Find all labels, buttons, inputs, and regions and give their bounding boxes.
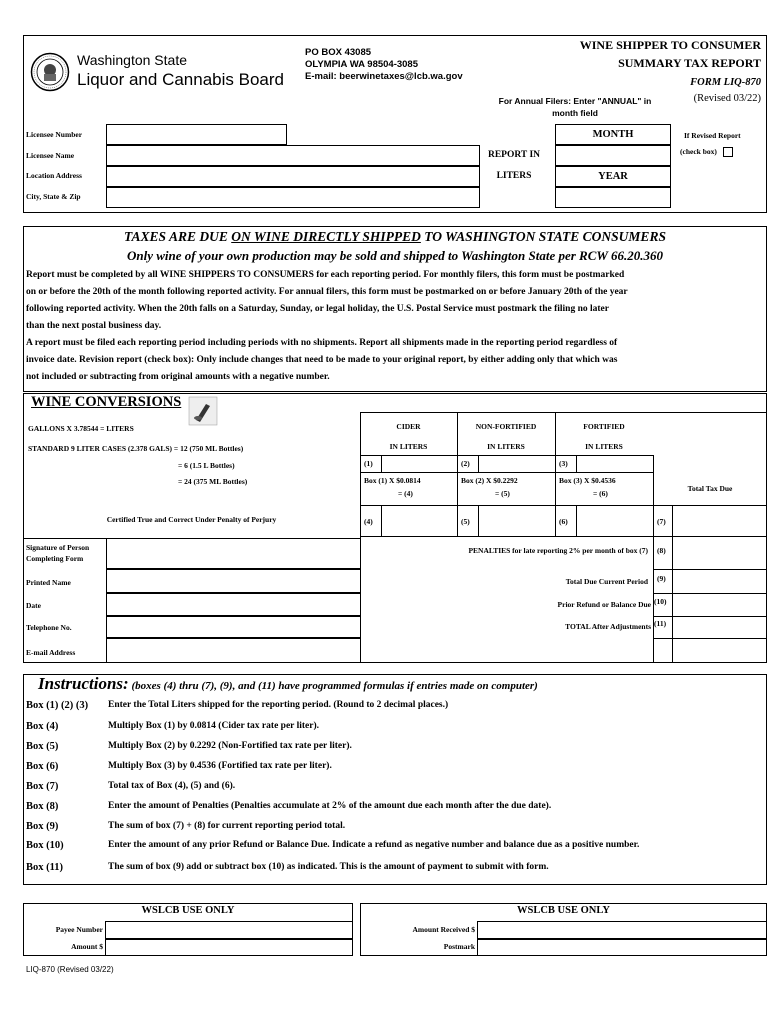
instruction-box-label: Box (8) — [26, 801, 59, 812]
licensee-name-label: Licensee Name — [26, 151, 75, 160]
box6-field[interactable] — [577, 506, 652, 535]
prior-refund-label: Prior Refund or Balance Due — [557, 600, 651, 609]
instruction-text: The sum of box (7) + (8) for current reporting period total. — [108, 821, 346, 831]
city-state-zip-label: City, State & Zip — [26, 192, 81, 201]
notice-paragraph-1 — [26, 267, 766, 386]
payee-number-field[interactable] — [105, 921, 353, 939]
email-line: E-mail: beerwinetaxes@lcb.wa.gov — [305, 71, 463, 82]
report-in-label: REPORT IN — [487, 150, 540, 160]
box11-label: (11) — [654, 619, 667, 628]
signature-label-1: Signature of Person — [26, 543, 90, 552]
revised-checkbox[interactable] — [723, 147, 733, 157]
notice-line: invoice date. Revision report (check box): Only include changes that need to be made to your original report, by either adding only that which was — [26, 355, 618, 365]
notice-line: A report must be filed each reporting period including periods with no shipments. Report all shipments made in the reporting period regardless of — [26, 338, 618, 348]
licensee-name-field[interactable] — [106, 145, 480, 166]
penalties-label: PENALTIES for late reporting 2% per month of box (7) — [468, 546, 648, 555]
amount-field[interactable] — [105, 939, 353, 956]
calc-box4-line1: Box (1) X $0.0814 — [364, 476, 421, 485]
box4-label: (4) — [364, 517, 373, 526]
instruction-box-label: Box (11) — [26, 862, 64, 873]
footer-form-revision: LIQ-870 (Revised 03/22) — [26, 965, 114, 974]
conversion-line-2: STANDARD 9 LITER CASES (2.378 GALS) = 12 (750 ML Bottles) — [28, 444, 244, 453]
email-address-label: E-mail Address — [26, 648, 76, 657]
wine-bottle-icon — [188, 396, 218, 426]
wslcb-left-title: WSLCB USE ONLY — [141, 905, 235, 916]
calc-box5-line2: = (5) — [495, 489, 510, 498]
instructions-subtitle: (boxes (4) thru (7), (9), and (11) have programmed formulas if entries made on computer) — [128, 680, 538, 692]
telephone-field[interactable] — [106, 616, 361, 638]
instructions-heading — [38, 674, 538, 694]
cider-header: CIDER — [396, 422, 421, 431]
amount-received-label: Amount Received $ — [412, 925, 475, 934]
date-label: Date — [26, 601, 41, 610]
box5-label: (5) — [461, 517, 470, 526]
box9-field[interactable] — [673, 570, 766, 592]
notice-heading-pre: TAXES ARE DUE — [124, 229, 232, 244]
annual-filer-note-2: month field — [552, 108, 598, 118]
notice-subheading: Only wine of your own production may be sold and shipped to Washington State per RCW 66.20.360 — [127, 248, 663, 263]
box1-label: (1) — [364, 459, 373, 468]
notice-line: following reported activity. When the 20th falls on a Saturday, Sunday, or legal holiday, the U.S. Postal Service must postmark the filing no later — [26, 304, 609, 314]
form-number: FORM LIQ-870 — [690, 77, 761, 88]
box10-label: (10) — [654, 597, 667, 606]
printed-name-field[interactable] — [106, 569, 361, 593]
instructions-title: Instructions: — [38, 674, 129, 693]
state-seal-icon — [30, 52, 70, 92]
box2-input[interactable] — [479, 456, 554, 471]
certified-statement: Certified True and Correct Under Penalty of Perjury — [106, 515, 277, 524]
box8-field[interactable] — [673, 537, 766, 568]
notice-heading — [23, 229, 767, 245]
form-revised: (Revised 03/22) — [693, 93, 761, 104]
nonfortified-in-liters: IN LITERS — [487, 442, 525, 451]
date-field[interactable] — [106, 593, 361, 616]
nonfortified-header: NON-FORTIFIED — [475, 422, 537, 431]
calc-box5-line1: Box (2) X $0.2292 — [461, 476, 518, 485]
wslcb-right-title: WSLCB USE ONLY — [517, 905, 610, 916]
instruction-text: Multiply Box (3) by 0.4536 (Fortified tax rate per liter). — [108, 761, 332, 771]
postmark-field[interactable] — [477, 939, 767, 956]
location-address-label: Location Address — [26, 171, 82, 180]
instruction-box-label: Box (7) — [26, 781, 59, 792]
calc-box6-line2: = (6) — [593, 489, 608, 498]
email-address-field[interactable] — [106, 638, 361, 663]
notice-line: on or before the 20th of the month following reported activity. For annual filers, this form must be postmarked on or before January 20th of the year — [26, 287, 628, 297]
month-header — [555, 124, 671, 145]
form-title-line1: WINE SHIPPER TO CONSUMER — [579, 38, 761, 52]
instruction-box-label: Box (4) — [26, 721, 59, 732]
instruction-box-label: Box (9) — [26, 821, 59, 832]
payee-number-label: Payee Number — [55, 925, 103, 934]
instruction-text: Enter the amount of Penalties (Penalties accumulate at 2% of the amount due each month after the due date). — [108, 801, 552, 811]
telephone-label: Telephone No. — [26, 623, 72, 632]
instruction-box-label: Box (5) — [26, 741, 59, 752]
box8-label: (8) — [657, 546, 666, 555]
box3-label: (3) — [559, 459, 568, 468]
postmark-label: Postmark — [443, 942, 475, 951]
check-box-label — [680, 147, 733, 157]
cider-in-liters: IN LITERS — [389, 442, 428, 451]
agency-name-line2: Liquor and Cannabis Board — [77, 70, 284, 89]
notice-heading-underlined: ON WINE DIRECTLY SHIPPED — [231, 229, 421, 244]
location-address-field[interactable] — [106, 166, 480, 187]
if-revised-label: If Revised Report — [684, 131, 741, 140]
month-field[interactable] — [555, 145, 671, 166]
year-label: YEAR — [598, 171, 628, 182]
instruction-box-label: Box (10) — [26, 840, 64, 851]
form-title-line2: SUMMARY TAX REPORT — [618, 56, 761, 70]
box7-field[interactable] — [673, 506, 766, 535]
instruction-text: Enter the amount of any prior Refund or Balance Due. Indicate a refund as negative number and balance due as a positive number. — [108, 840, 640, 850]
instruction-box-label: Box (1) (2) (3) — [26, 700, 89, 711]
licensee-number-field[interactable] — [106, 124, 287, 145]
instruction-text: The sum of box (9) add or subtract box (10) as indicated. This is the amount of payment to submit with form. — [108, 862, 549, 872]
calc-box4-line2: = (4) — [398, 489, 413, 498]
signature-field[interactable] — [106, 538, 361, 569]
licensee-number-label: Licensee Number — [26, 130, 83, 139]
year-field[interactable] — [555, 187, 671, 208]
liters-label: LITERS — [496, 171, 532, 181]
box6-label: (6) — [559, 517, 568, 526]
box10-field[interactable] — [673, 594, 766, 615]
address-line2: OLYMPIA WA 98504-3085 — [305, 59, 418, 70]
printed-name-label: Printed Name — [26, 578, 71, 587]
notice-heading-post: TO WASHINGTON STATE CONSUMERS — [420, 229, 666, 244]
box5-field[interactable] — [479, 506, 554, 535]
signature-label-2: Completing Form — [26, 554, 84, 563]
month-label: MONTH — [592, 129, 634, 140]
check-box-text: (check box) — [680, 147, 717, 156]
year-header — [555, 166, 671, 187]
amount-label: Amount $ — [71, 942, 103, 951]
after-adjustments-label: TOTAL After Adjustments — [565, 622, 651, 631]
notice-line: than the next postal business day. — [26, 321, 162, 331]
notice-line: not included or subtracting from original amounts with a negative number. — [26, 372, 330, 382]
conversion-line-1: GALLONS X 3.78544 = LITERS — [28, 424, 134, 433]
box11-field[interactable] — [673, 617, 766, 638]
box7-label: (7) — [657, 517, 666, 526]
city-state-zip-field[interactable] — [106, 187, 480, 208]
box3-input[interactable] — [577, 456, 652, 471]
instruction-text: Enter the Total Liters shipped for the reporting period. (Round to 2 decimal places.) — [108, 700, 449, 710]
box2-label: (2) — [461, 459, 470, 468]
instruction-text: Multiply Box (1) by 0.0814 (Cider tax rate per liter). — [108, 721, 319, 731]
wine-conversions-title: WINE CONVERSIONS — [31, 394, 182, 410]
total-due-label: Total Due Current Period — [565, 577, 648, 586]
box4-field[interactable] — [382, 506, 456, 535]
address-line1: PO BOX 43085 — [305, 47, 372, 58]
agency-name-line1: Washington State — [77, 52, 187, 68]
total-tax-due-label: Total Tax Due — [687, 484, 733, 493]
calc-box6-line1: Box (3) X $0.4536 — [559, 476, 616, 485]
amount-received-field[interactable] — [477, 921, 767, 939]
fortified-header: FORTIFIED — [583, 422, 625, 431]
conversion-line-4: = 24 (375 ML Bottles) — [178, 477, 248, 486]
instruction-box-label: Box (6) — [26, 761, 59, 772]
instruction-text: Total tax of Box (4), (5) and (6). — [108, 781, 236, 791]
conversion-line-3: = 6 (1.5 L Bottles) — [178, 461, 235, 470]
box1-input[interactable] — [382, 456, 456, 471]
notice-line: Report must be completed by all WINE SHIPPERS TO CONSUMERS for each reporting period. For monthly filers, this form must be postmarked — [26, 270, 625, 280]
fortified-in-liters: IN LITERS — [585, 442, 623, 451]
instruction-text: Multiply Box (2) by 0.2292 (Non-Fortified tax rate per liter). — [108, 741, 352, 751]
box9-label: (9) — [657, 574, 666, 583]
annual-filer-note-1: For Annual Filers: Enter "ANNUAL" in — [498, 96, 652, 106]
